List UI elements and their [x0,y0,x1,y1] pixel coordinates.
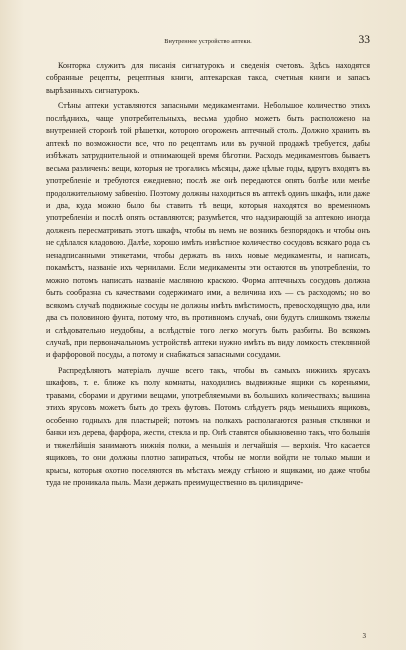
paragraph: Распредѣляютъ матеріалъ лучше всего такъ, чтобы въ самыхъ нижнихъ ярусахъ шкафовъ, т. е. ближе къ полу комнаты, находились выдвижные ящики съ кореньями, травами, сборами и другими вещами, употребляемыми въ большихъ количествахъ; вышина этихъ ярусовъ можетъ быть до трехъ футовъ. Потомъ слѣдуетъ рядъ меньшихъ ящиковъ, особенно годныхъ для пластырей; потомъ на полкахъ располагаются разныя стклянки и банки изъ дерева, фарфора, жести, стекла и пр. Онѣ ставятся обыкновенно такъ, что большія и тяжелѣйшія занимаютъ нижнія полки, а меньшія и легчайшія — верхнія. Что касается ящиковъ, то они должны плотно запираться, чтобы не могли войдти не только мыши и крысы, которыя охотно поселяются въ мѣстахъ между стѣною и ящиками, но даже чтобы туда не проникала пыль. Мази держать преимущественно въ цилиндриче- [46,365,370,487]
paragraph: Конторка служитъ для писанія сигнатурокъ и сведенія счетовъ. Здѣсь находятся собранные рецепты, рецептныя книги, аптекарская такса, счетныя книги и запасъ вырѣзанныхъ сигнатурокъ. [46,61,370,95]
signature-mark: 3 [362,632,366,640]
running-title: Внутреннее устройство аптеки. [164,38,252,45]
page-header [46,32,370,50]
page-number: 33 [358,34,370,46]
paragraph: Стѣны аптеки уставляются запасными медикаментами. Небольшое количество этихъ послѣднихъ, чаще употребительныхъ, весьма удобно можетъ быть расположено на внутренней сторонѣ той рѣшетки, которою огороженъ аптечный столъ. Должно хранить въ аптекѣ по возможности все, что по рецептамъ или въ ручной продажѣ требуется, дабы избѣжать затруднительной и отнимающей время бѣготни. Расходъ медикаментовъ бываетъ весьма различенъ: вещи, которыя не трогались мѣсяцы, даже цѣлые годы, вдругъ входятъ въ употребленіе и требуются ежедневно; послѣ же онѣ передаются опять болѣе или менѣе продолжительному забвенію. Поэтому должны находиться въ аптекѣ одинъ шкафъ, или даже и два, куда можно было бы ставить тѣ вещи, которыя находятся во временномъ употребленіи и послѣ опять оставляются; разумѣется, что надзирающій за аптекою иногда долженъ пересматривать этотъ шкафъ, чтобы въ немъ не возникъ безпорядокъ и чтобы онъ не сдѣлался кладовою. Далѣе, хорошо имѣть извѣстное количество сосудовъ всякаго рода съ ненадписанными этикетами, чтобы держать въ нихъ новые медикаменты, и написать, покамѣстъ, названіе ихъ чернилами. Если медикаменты эти остаются въ употребленіи, то можно потомъ написать названіе масляною краскою. Форма аптечныхъ сосудовъ должна быть сообразна съ качествами содержимаго ими, а величина ихъ — съ расходомъ; но во всякомъ случаѣ подвижные сосуды не должны имѣть вмѣстимость, превосходящую два, или два съ половиною фунта, потому что, въ противномъ случаѣ, они будутъ слишкомъ тяжелы и слѣдовательно неудобны, а вслѣдствіе того легко могутъ быть разбиты. Во всякомъ случаѣ, при первоначальномъ устройствѣ аптеки нужно имѣть въ виду ломкость стеклянной и фарфоровой посуды, а потому и снабжаться запасными сосудами. [46,101,370,360]
body-text [46,60,370,489]
